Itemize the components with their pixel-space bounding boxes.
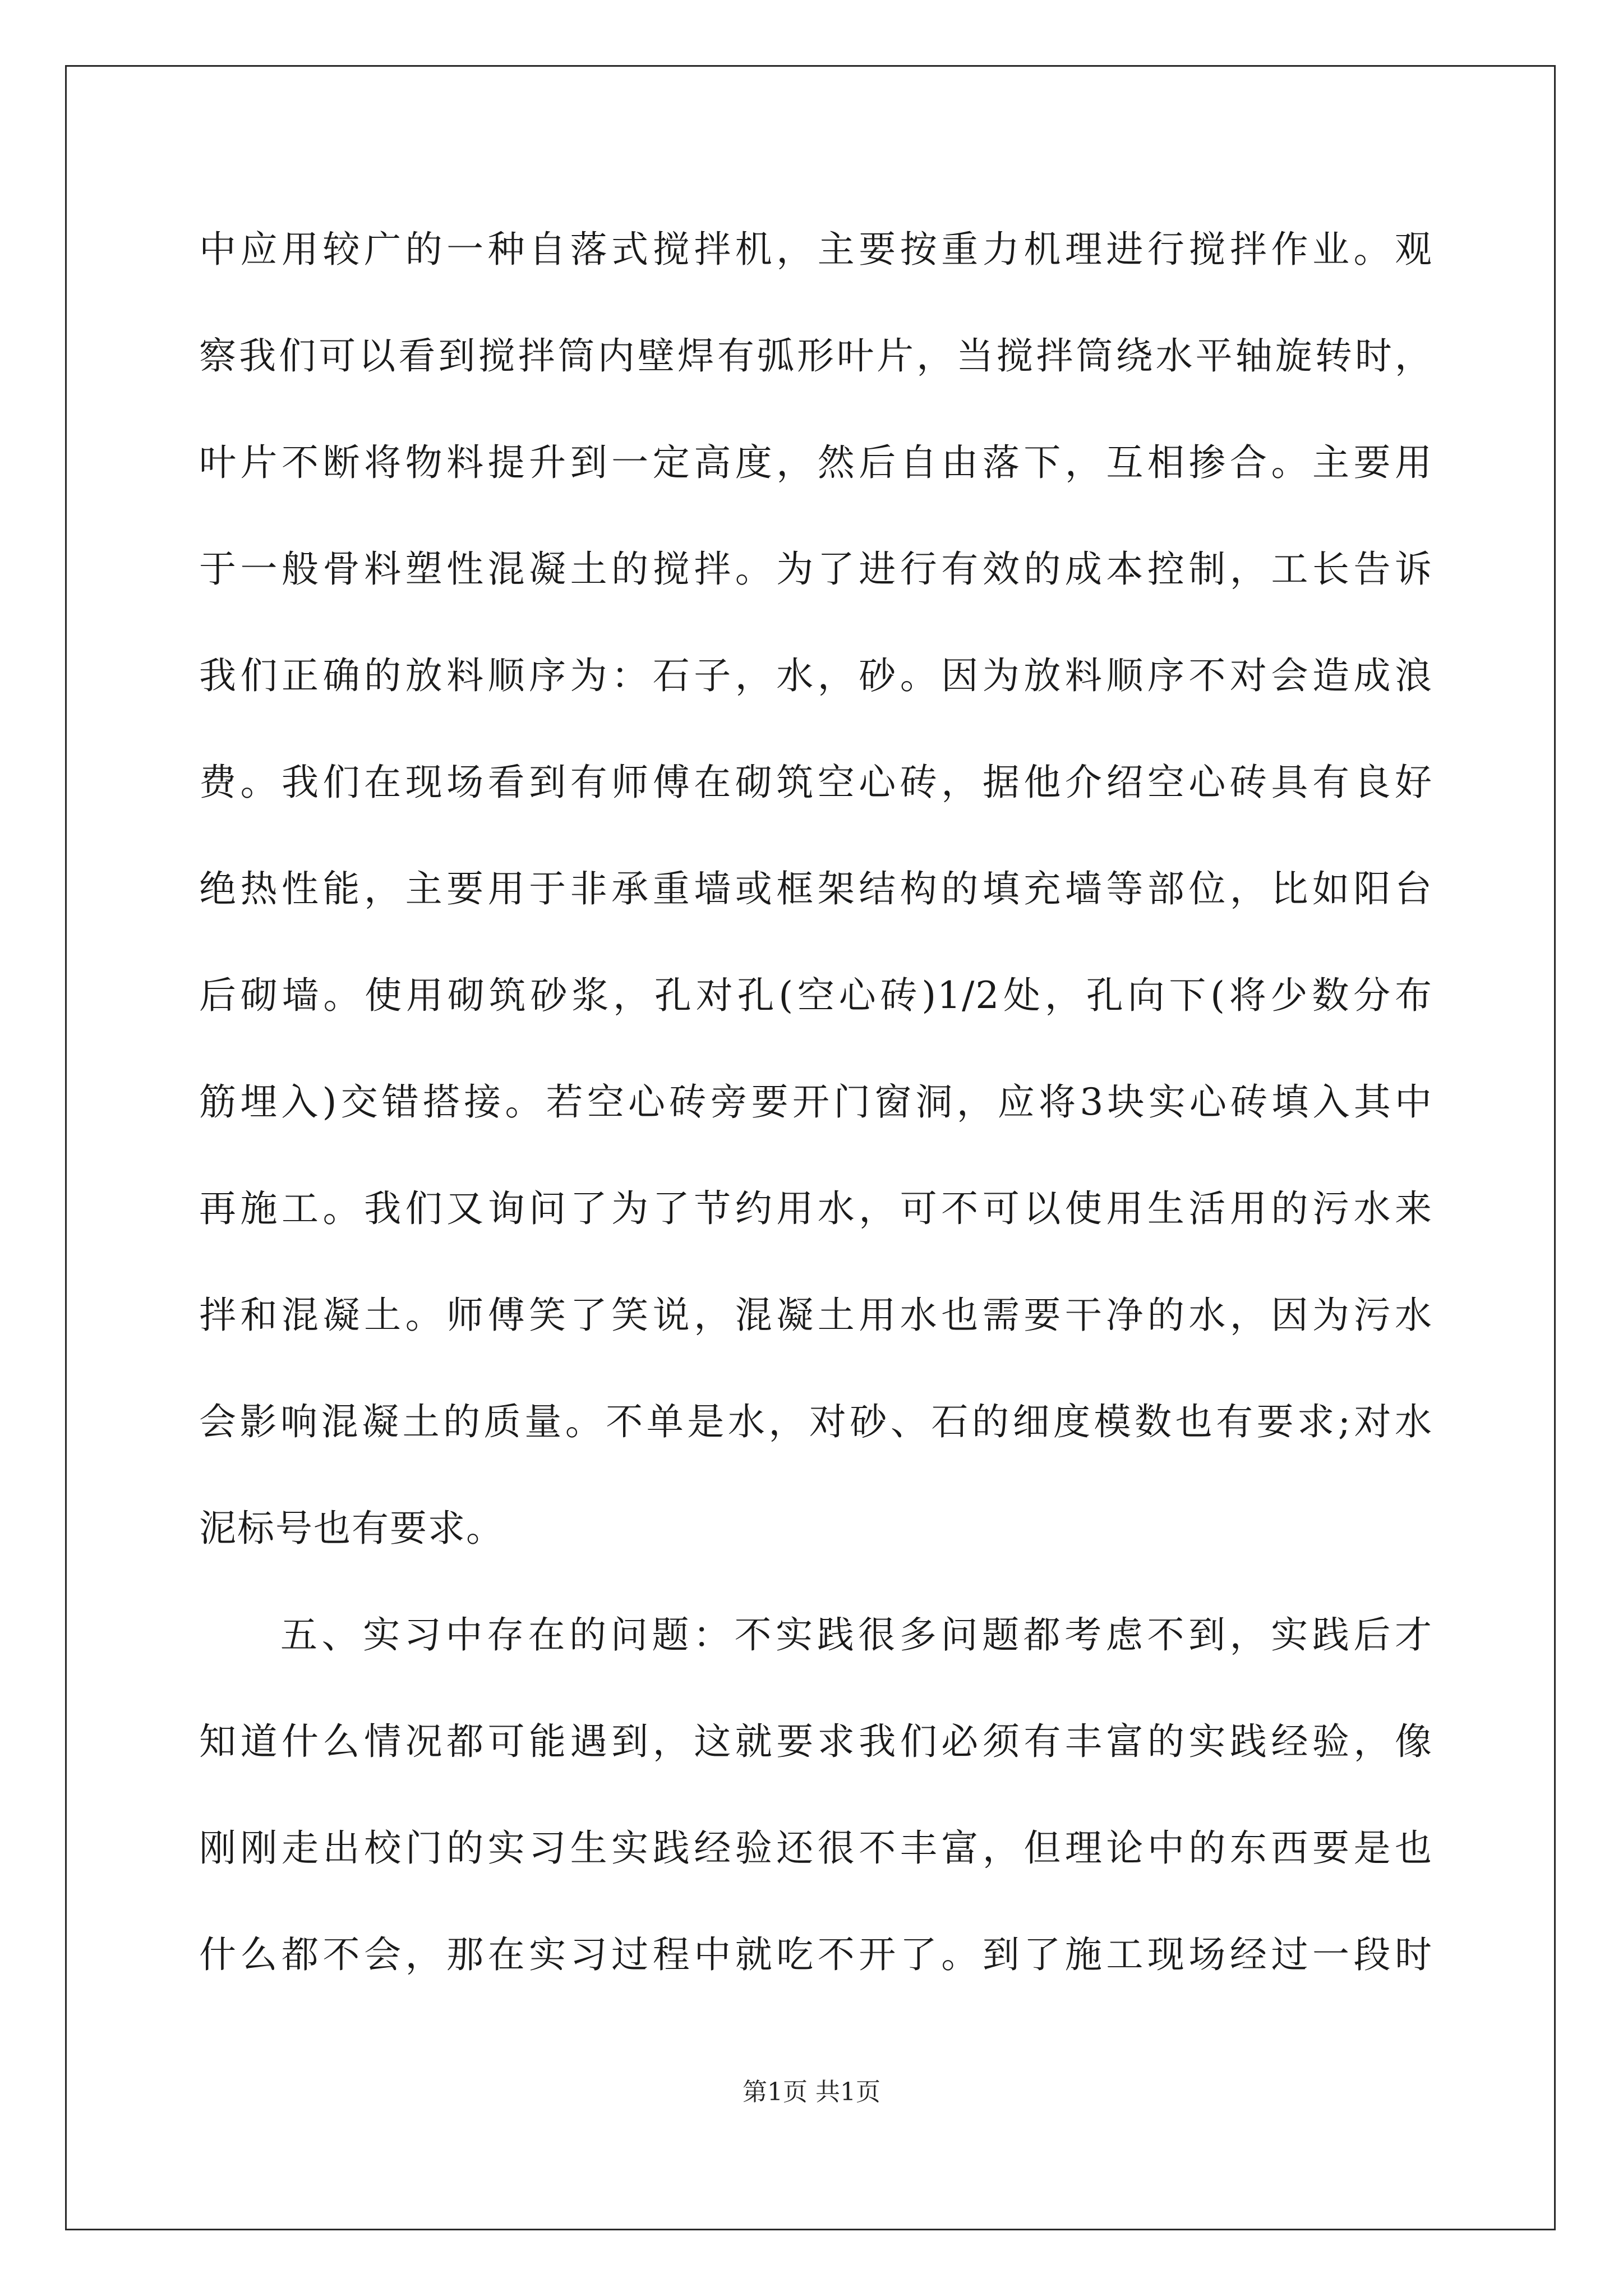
text-line-10: 再施工。我们又询问了为了节约用水，可不可以使用生活用的污水来 [199, 1187, 1433, 1230]
text-line-4: 于一般骨料塑性混凝土的搅拌。为了进行有效的成本控制，工长告诉 [199, 547, 1433, 591]
text-line-14: 五、实习中存在的问题：不实践很多问题都考虑不到，实践后才 [280, 1613, 1433, 1657]
text-line-3: 叶片不断将物料提升到一定高度，然后自由落下，互相掺合。主要用 [199, 441, 1433, 484]
text-line-1: 中应用较广的一种自落式搅拌机，主要按重力机理进行搅拌作业。观 [199, 228, 1433, 271]
text-line-12: 会影响混凝土的质量。不单是水，对砂、石的细度模数也有要求;对水 [199, 1400, 1433, 1443]
text-line-5: 我们正确的放料顺序为：石子，水，砂。因为放料顺序不对会造成浪 [199, 654, 1433, 697]
text-line-6: 费。我们在现场看到有师傅在砌筑空心砖，据他介绍空心砖具有良好 [199, 761, 1433, 804]
text-line-2: 察我们可以看到搅拌筒内壁焊有弧形叶片，当搅拌筒绕水平轴旋转时， [199, 334, 1433, 378]
text-line-16: 刚刚走出校门的实习生实践经验还很不丰富，但理论中的东西要是也 [199, 1826, 1433, 1870]
document-body [199, 213, 1433, 2025]
text-line-15: 知道什么情况都可能遇到，这就要求我们必须有丰富的实践经验，像 [199, 1720, 1433, 1763]
text-line-11: 拌和混凝土。师傅笑了笑说，混凝土用水也需要干净的水，因为污水 [199, 1294, 1433, 1337]
text-line-7: 绝热性能，主要用于非承重墙或框架结构的填充墙等部位，比如阳台 [199, 867, 1433, 910]
text-line-8: 后砌墙。使用砌筑砂浆，孔对孔(空心砖)1/2处，孔向下(将少数分布 [199, 974, 1433, 1017]
page-number-footer: 第1页 共1页 [743, 2078, 880, 2106]
text-line-9: 筋埋入)交错搭接。若空心砖旁要开门窗洞，应将3块实心砖填入其中 [199, 1080, 1433, 1124]
text-line-17: 什么都不会，那在实习过程中就吃不开了。到了施工现场经过一段时 [199, 1933, 1433, 1976]
text-line-13: 泥标号也有要求。 [199, 1507, 504, 1550]
